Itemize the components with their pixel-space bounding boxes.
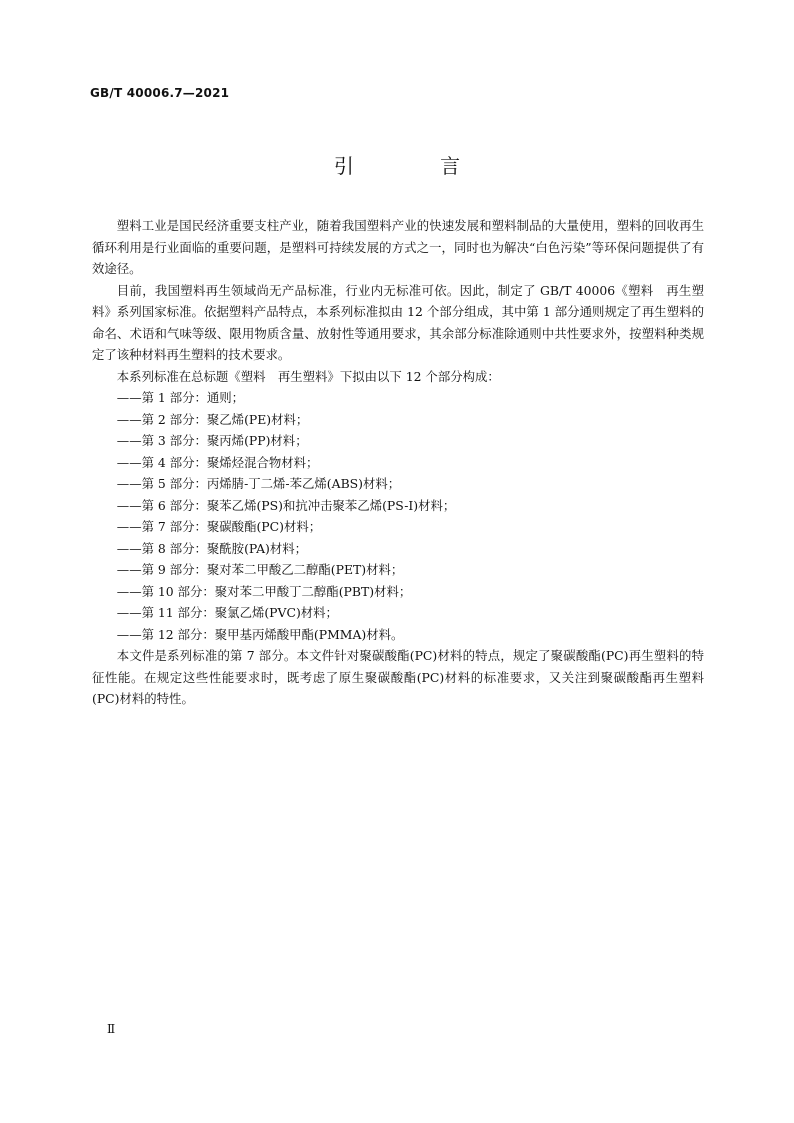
list-item: ——第 7 部分：聚碳酸酯(PC)材料； (116, 519, 322, 534)
page-number: Ⅱ (107, 1022, 116, 1036)
paragraph-intro: 塑料工业是国民经济重要支柱产业，随着我国塑料产业的快速发展和塑料制品的大量使用，塑料的回收再生循环利用是行业面临的重要问题，是塑料可持续发展的方式之一，同时也为解决“白色污染”等环保问题提供了有效途径。 (92, 218, 704, 276)
list-item: ——第 6 部分：聚苯乙烯(PS)和抗冲击聚苯乙烯(PS-I)材料； (116, 497, 456, 513)
list-item: ——第 11 部分：聚氯乙烯(PVC)材料； (116, 605, 338, 620)
paragraph-background: 目前，我国塑料再生领域尚无产品标准，行业内无标准可依。因此，制定了 GB/T 40006《塑料 再生塑料》系列国家标准。依据塑料产品特点，本系列标准拟由 12 个部分组成，其中第 1 部分通则规定了再生塑料的命名、术语和气味等级、限用物质含量、放射性等通用要求，其余部分标准除通则中共性要求外，按塑料种类规定了该种材料再生塑料的技术要求。 (92, 282, 704, 362)
list-item: ——第 10 部分：聚对苯二甲酸丁二醇酯(PBT)材料； (116, 583, 412, 599)
list-item: ——第 8 部分：聚酰胺(PA)材料； (116, 540, 308, 556)
list-item: ——第 12 部分：聚甲基丙烯酸甲酯(PMMA)材料。 (116, 626, 404, 642)
list-item: ——第 2 部分：聚乙烯(PE)材料； (116, 411, 309, 427)
list-item: ——第 1 部分：通则； (116, 390, 245, 405)
list-item: ——第 9 部分：聚对苯二甲酸乙二醇酯(PET)材料； (116, 562, 404, 577)
paragraph-closing: 本文件是系列标准的第 7 部分。本文件针对聚碳酸酯(PC)材料的特点，规定了聚碳酸酯(PC)再生塑料的特征性能。在规定这些性能要求时，既考虑了原生聚碳酸酯(PC)材料的标准要求，又关注到聚碳酸酯再生塑料(PC)材料的特性。 (92, 648, 704, 706)
list-item: ——第 3 部分：聚丙烯(PP)材料； (116, 433, 308, 448)
paragraph-parts-lead: 本系列标准在总标题《塑料 再生塑料》下拟由以下 12 个部分构成： (116, 368, 500, 384)
parts-list (92, 387, 704, 645)
standard-code: GB/T 40006.7—2021 (90, 86, 230, 100)
page-title: 引 言 (333, 154, 501, 178)
list-item: ——第 4 部分：聚烯烃混合物材料； (116, 454, 319, 470)
document-body (92, 215, 704, 710)
list-item: ——第 5 部分：丙烯腈-丁二烯-苯乙烯(ABS)材料； (116, 476, 401, 491)
